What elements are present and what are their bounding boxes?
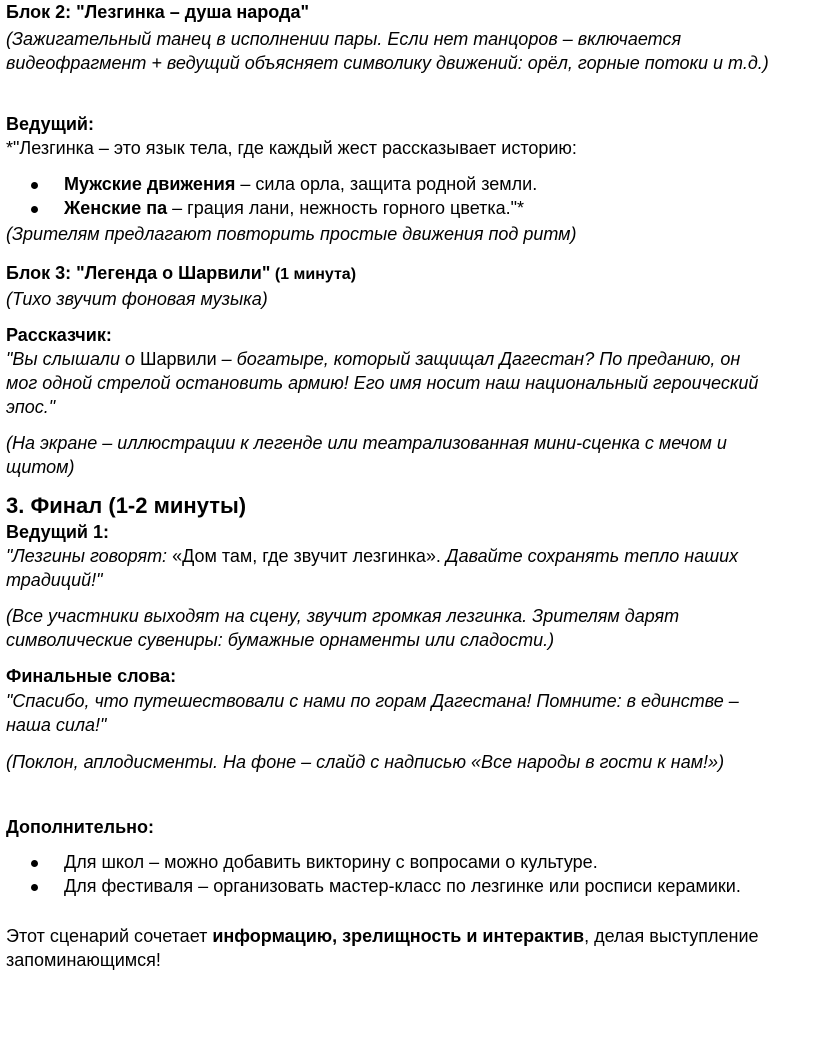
final-stage-note: (Все участники выходят на сцену, звучит громкая лезгинка. Зрителям дарят символические сувениры: бумажные орнаменты или сладости.): [6, 606, 680, 650]
bullet-bold: Мужские движения: [64, 174, 236, 194]
list-item: [6, 172, 796, 196]
bullet-icon: [31, 182, 38, 189]
list-item: [6, 850, 796, 874]
list-item: [6, 196, 796, 220]
list-item: [6, 874, 796, 898]
block3-music-note: (Тихо звучит фоновая музыка): [6, 289, 268, 309]
block3-title: [6, 261, 356, 287]
bullet-icon: [31, 860, 38, 867]
narrator-post: – богатыре, который защищал Дагестан? По преданию, он мог одной стрелой остановить армию! Его имя носит наш национальный героический эпос.": [6, 349, 759, 417]
quote-mid: «Дом там, где звучит лезгинка».: [172, 546, 441, 566]
bullet-text: – грация лани, нежность горного цветка."*: [167, 198, 525, 218]
bullet-icon: [31, 206, 38, 213]
narrator-name: Шарвили: [139, 349, 217, 369]
bullet-icon: [31, 884, 38, 891]
extra-label: Дополнительно:: [6, 817, 155, 837]
extra-item-text: Для фестиваля – организовать мастер-класс по лезгинке или росписи керамики.: [64, 876, 741, 896]
extra-list: [6, 850, 796, 898]
final-bow-note: (Поклон, аплодисменты. На фоне – слайд с надписью «Все народы в гости к нам!»): [6, 752, 725, 772]
block2-title: Блок 2: "Лезгинка – душа народа": [6, 2, 310, 22]
block2-note: (Зажигательный танец в исполнении пары. Если нет танцоров – включается видеофрагмент + ведущий объясняет символику движений: орёл, горные потоки и т.д.): [6, 29, 769, 73]
final-words-label: Финальные слова:: [6, 666, 177, 686]
extra-item-text: Для школ – можно добавить викторину с вопросами о культуре.: [64, 852, 598, 872]
block2-bullet-list: [6, 172, 796, 220]
summary-post: , делая выступление запоминающимся!: [6, 926, 759, 970]
block2-audience-note: (Зрителям предлагают повторить простые движения под ритм): [6, 224, 577, 244]
block2-host-text: *"Лезгинка – это язык тела, где каждый жест рассказывает историю:: [6, 138, 577, 158]
final-quote: [6, 544, 796, 592]
summary-text: [6, 924, 796, 972]
summary-pre: Этот сценарий сочетает: [6, 926, 213, 946]
narrator-pre: "Вы слышали о: [6, 349, 140, 369]
narrator-text: [6, 347, 776, 419]
quote-pre: "Лезгины говорят:: [6, 546, 173, 566]
block3-title-text: Блок 3: "Легенда о Шарвили": [6, 263, 271, 283]
narrator-label: Рассказчик:: [6, 325, 112, 345]
bullet-text: – сила орла, защита родной земли.: [235, 174, 538, 194]
final-words-text: "Спасибо, что путешествовали с нами по горам Дагестана! Помните: в единстве – наша сила!": [6, 691, 739, 735]
quote-post: Давайте сохранять тепло наших традиций!": [6, 546, 739, 590]
bullet-bold: Женские па: [64, 198, 168, 218]
final-title: 3. Финал (1-2 минуты): [6, 493, 247, 518]
final-host-label: Ведущий 1:: [6, 522, 109, 542]
block3-screen-note: (На экране – иллюстрации к легенде или театрализованная мини-сценка с мечом и щитом): [6, 433, 727, 477]
block3-duration: (1 минута): [270, 266, 357, 283]
block2-host-label: Ведущий:: [6, 114, 94, 134]
summary-bold: информацию, зрелищность и интерактив: [212, 926, 585, 946]
